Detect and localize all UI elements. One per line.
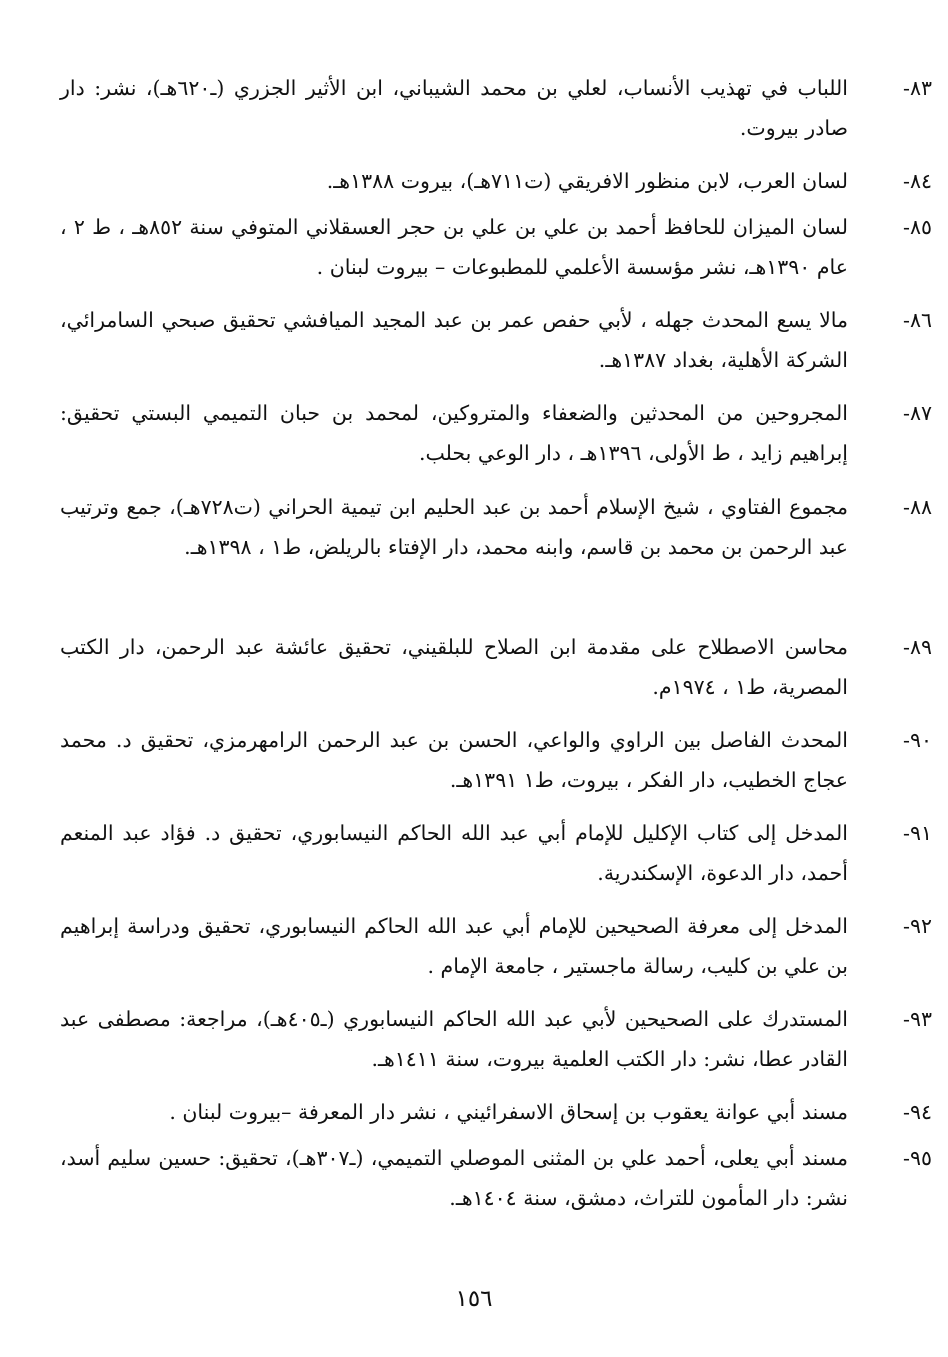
bibliography-entry	[60, 68, 932, 148]
bibliography-entry	[60, 999, 932, 1079]
entry-text: اللباب في تهذيب الأنساب، لعلي بن محمد الشيباني، ابن الأثير الجزري (ـ٦٢٠هـ)، نشر: دار صادر بيروت.	[60, 76, 848, 140]
entry-text: مسند أبي يعلى، أحمد علي بن المثنى الموصلي التميمي، (ـ٣٠٧هـ)، تحقيق: حسين سليم أسد، نشر: دار المأمون للتراث، دمشق، سنة ١٤٠٤هـ.	[60, 1146, 848, 1210]
entry-number: ٩٤-	[903, 1100, 932, 1124]
bibliography-entry	[60, 393, 932, 473]
entry-number: ٨٦-	[903, 308, 932, 332]
entry-number: ٨٧-	[903, 401, 932, 425]
bibliography-entry	[60, 627, 932, 707]
entry-text: مجموع الفتاوي ، شيخ الإسلام أحمد بن عبد الحليم ابن تيمية الحراني (ت٧٢٨هـ)، جمع وترتيب عبد الرحمن بن محمد بن قاسم، وابنه محمد، دار الإفتاء بالريلض، ط١ ، ١٣٩٨هـ.	[60, 495, 848, 559]
entry-number: ٨٥-	[903, 215, 932, 239]
entry-number: ٨٨-	[903, 495, 932, 519]
entry-number: ٩٠-	[903, 728, 932, 752]
entry-text: محاسن الاصطلاح على مقدمة ابن الصلاح للبلقيني، تحقيق عائشة عبد الرحمن، دار الكتب المصرية، ط١ ، ١٩٧٤م.	[60, 635, 848, 699]
entry-number: ٩٣-	[903, 1007, 932, 1031]
bibliography-entry	[60, 161, 932, 201]
entry-text: المستدرك على الصحيحين لأبي عبد الله الحاكم النيسابوري (ـ٤٠٥هـ)، مراجعة: مصطفى عبد القادر عطا، نشر: دار الكتب العلمية بيروت، سنة ١٤١١هـ.	[60, 1007, 848, 1071]
bibliography-entry	[60, 1092, 932, 1132]
entry-text: مالا يسع المحدث جهله ، لأبي حفص عمر بن عبد المجيد الميافشي تحقيق صبحي السامرائي، الشركة الأهلية، بغداد ١٣٨٧هـ.	[60, 308, 848, 372]
entry-text: المدخل إلى معرفة الصحيحين للإمام أبي عبد الله الحاكم النيسابوري، تحقيق ودراسة إبراهيم بن علي بن كليب، رسالة ماجستير ، جامعة الإمام .	[60, 914, 848, 978]
entry-text: المحدث الفاصل بين الراوي والواعي، الحسن بن عبد الرحمن الرامهرمزي، تحقيق د. محمد عجاج الخطيب، دار الفكر ، بيروت، ط١ ١٣٩١هـ.	[60, 728, 848, 792]
entry-text: لسان العرب، لابن منظور الافريقي (ت٧١١هـ)، بيروت ١٣٨٨هـ.	[326, 169, 848, 193]
bibliography-entry	[60, 207, 932, 287]
entry-number: ٩١-	[903, 821, 932, 845]
entry-text: المدخل إلى كتاب الإكليل للإمام أبي عبد الله الحاكم النيسابوري، تحقيق د. فؤاد عبد المنعم أحمد، دار الدعوة، الإسكندرية.	[60, 821, 848, 885]
entry-text: مسند أبي عوانة يعقوب بن إسحاق الاسفرائيني ، نشر دار المعرفة –بيروت لبنان .	[169, 1100, 848, 1124]
entry-number: ٨٣-	[903, 76, 932, 100]
entry-text: المجروحين من المحدثين والضعفاء والمتروكين، لمحمد بن حبان التميمي البستي تحقيق: إبراهيم زايد ، ط الأولى، ١٣٩٦هـ ، دار الوعي بحلب.	[60, 401, 848, 465]
entry-number: ٩٥-	[903, 1146, 932, 1170]
entry-number: ٩٢-	[903, 914, 932, 938]
bibliography-entry	[60, 906, 932, 986]
bibliography-entry	[60, 720, 932, 800]
bibliography-entry	[60, 813, 932, 893]
entry-text: لسان الميزان للحافظ أحمد بن علي بن علي بن حجر العسقلاني المتوفي سنة ٨٥٢هـ ، ط ٢ ، عام ١٣٩٠هـ، نشر مؤسسة الأعلمي للمطبوعات – بيروت لبنان .	[60, 215, 848, 279]
entry-number: ٨٩-	[903, 635, 932, 659]
bibliography-entry	[60, 487, 932, 567]
entry-number: ٨٤-	[903, 169, 932, 193]
page-number: ١٥٦	[455, 1286, 493, 1312]
bibliography-entry	[60, 1138, 932, 1218]
bibliography-entry	[60, 300, 932, 380]
